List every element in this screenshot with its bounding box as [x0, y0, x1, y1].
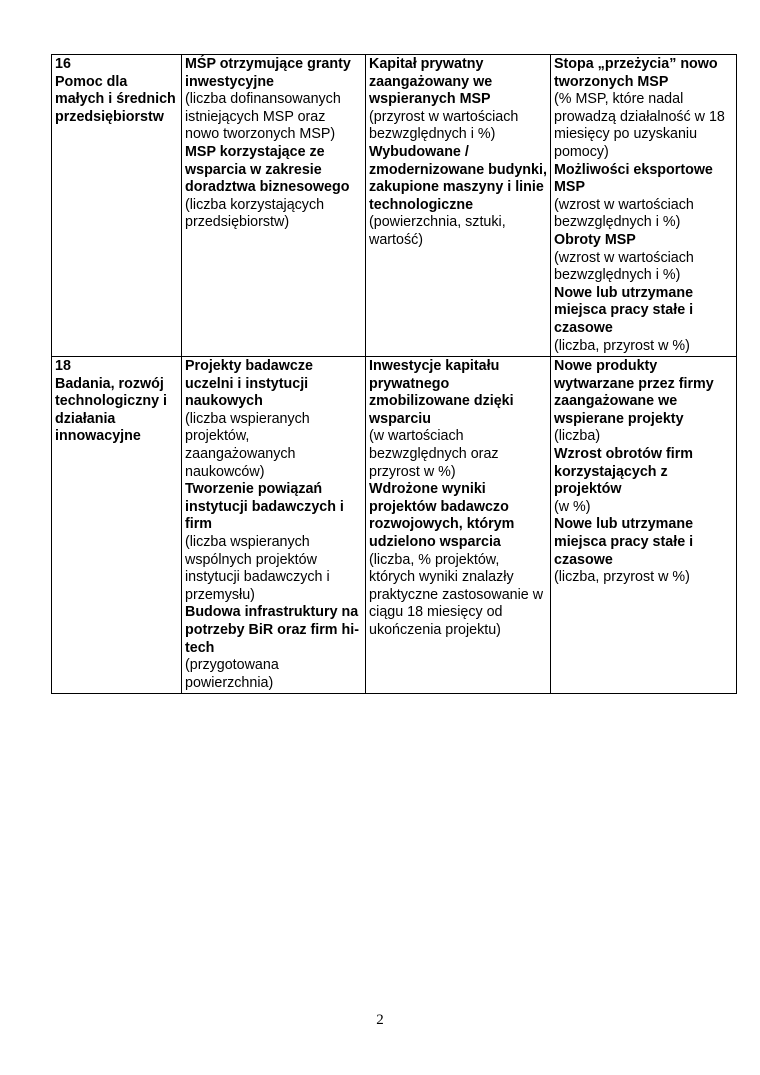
- indicator-unit: (liczba korzystających przedsiębiorstw): [185, 196, 325, 231]
- indicator-title: Wzrost obrotów firm korzystających z projektów: [554, 446, 693, 498]
- measure-cell: [52, 357, 182, 694]
- indicator-title: Stopa „przeżycia” nowo tworzonych MSP: [554, 56, 718, 90]
- indicator-unit: (liczba dofinansowanych istniejących MSP oraz nowo tworzonych MSP): [185, 91, 341, 143]
- indicator-unit: (przygotowana powierzchnia): [185, 657, 279, 691]
- indicator-title: Obroty MSP: [554, 231, 636, 248]
- indicator-title: Budowa infrastruktury na potrzeby BiR oraz firm hi-tech: [185, 604, 359, 656]
- indicator-unit: (liczba): [554, 428, 601, 445]
- indicator-title: MŚP otrzymujące granty inwestycyjne: [185, 56, 351, 90]
- indicator-title: Kapitał prywatny zaangażowany we wspieranych MSP: [369, 56, 493, 108]
- indicator-unit: (liczba wspieranych wspólnych projektów instytucji badawczych i przemysłu): [185, 534, 330, 603]
- indicator-title: Wybudowane / zmodernizowane budynki, zakupione maszyny i linie technologiczne: [369, 143, 547, 213]
- measure-name: Pomoc dla małych i średnich przedsiębiorstw: [55, 73, 176, 125]
- indicator-unit: (w wartościach bezwzględnych oraz przyrost w %): [369, 428, 499, 480]
- measure-cell: [52, 55, 182, 357]
- indicator-title: MSP korzystające ze wsparcia w zakresie doradztwa biznesowego: [185, 143, 350, 196]
- table-row: [52, 55, 737, 357]
- measure-number: 18: [55, 358, 71, 375]
- indicator-unit: (% MSP, które nadal prowadzą działalność w 18 miesięcy po uzyskaniu pomocy): [554, 91, 725, 160]
- indicator-title: Możliwości eksportowe MSP: [554, 161, 713, 196]
- output-indicators-cell: [182, 55, 366, 357]
- indicator-unit: (liczba wspieranych projektów, zaangażowanych naukowców): [185, 410, 310, 480]
- measure-number: 16: [55, 56, 71, 72]
- output-indicators-cell: [182, 357, 366, 694]
- indicator-unit: (wzrost w wartościach bezwzględnych i %): [554, 196, 694, 231]
- table-row: [52, 357, 737, 694]
- result-indicators-cell: [366, 357, 551, 694]
- impact-indicators-cell: [551, 357, 737, 694]
- indicator-unit: (liczba, % projektów, których wyniki znalazły praktyczne zastosowanie w ciągu 18 miesięcy od ukończenia projektu): [369, 551, 544, 638]
- indicator-unit: (przyrost w wartościach bezwzględnych i %): [369, 108, 519, 143]
- indicator-unit: (powierzchnia, sztuki, wartość): [369, 214, 506, 248]
- indicators-table: [51, 54, 737, 694]
- indicator-title: Projekty badawcze uczelni i instytucji naukowych: [185, 358, 313, 410]
- indicator-title: Wdrożone wyniki projektów badawczo rozwojowych, którym udzielono wsparcia: [369, 481, 515, 551]
- indicator-title: Nowe produkty wytwarzane przez firmy zaangażowane we wspierane projekty: [554, 358, 714, 427]
- indicator-unit: (liczba, przyrost w %): [554, 569, 690, 586]
- indicator-unit: (w %): [554, 498, 591, 515]
- indicator-title: Tworzenie powiązań instytucji badawczych i firm: [185, 481, 344, 533]
- page-number: 2: [376, 1012, 384, 1028]
- indicator-unit: (wzrost w wartościach bezwzględnych i %): [554, 249, 694, 284]
- indicator-title: Inwestycje kapitału prywatnego zmobilizowane dzięki wsparciu: [369, 358, 514, 427]
- indicator-title: Nowe lub utrzymane miejsca pracy stałe i czasowe: [554, 284, 694, 336]
- impact-indicators-cell: [551, 55, 737, 357]
- result-indicators-cell: [366, 55, 551, 357]
- measure-name: Badania, rozwój technologiczny i działania innowacyjne: [55, 375, 168, 445]
- indicator-unit: (liczba, przyrost w %): [554, 337, 690, 354]
- indicator-title: Nowe lub utrzymane miejsca pracy stałe i czasowe: [554, 516, 694, 568]
